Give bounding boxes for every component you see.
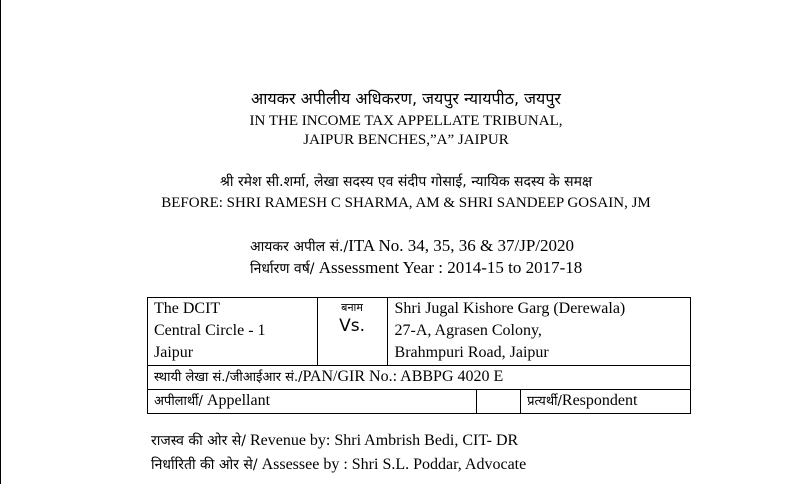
tribunal-title-line1: IN THE INCOME TAX APPELLATE TRIBUNAL,	[249, 113, 563, 129]
pan-number: PAN/GIR No.: ABBPG 4020 E	[302, 368, 504, 385]
parties-table	[147, 297, 691, 414]
respondent-role-english: Respondent	[561, 392, 638, 409]
roles-row	[148, 390, 691, 414]
ay-hindi-label: निर्धारण वर्ष/	[250, 261, 315, 277]
respondent-role-hindi: प्रत्यर्थी/	[527, 394, 562, 409]
appellant-city: Jaipur	[154, 344, 194, 361]
pan-row	[148, 366, 691, 390]
pan-cell	[148, 366, 691, 390]
ita-hindi-label: आयकर अपील सं./	[250, 239, 349, 255]
assessment-year	[250, 259, 582, 276]
assessee-english: Assessee by : Shri S.L. Poddar, Advocate	[257, 456, 527, 473]
appellant-role-hindi: अपीलार्थी/	[154, 394, 203, 409]
bench-english: BEFORE: SHRI RAMESH C SHARMA, AM & SHRI SANDEEP GOSAIN, JM	[161, 195, 651, 211]
versus-english: Vs.	[339, 316, 366, 336]
assessee-hindi-label: निर्धारिती की ओर से/	[151, 457, 258, 473]
revenue-representation	[151, 433, 518, 449]
parties-row	[148, 298, 691, 366]
appellant-name: The DCIT	[154, 300, 221, 317]
revenue-hindi-label: राजस्व की ओर से/	[151, 433, 246, 449]
appellant-cell	[148, 298, 318, 366]
tribunal-title-line2: JAIPUR BENCHES,”A” JAIPUR	[303, 132, 509, 148]
assessee-representation	[151, 457, 526, 473]
versus-hindi: बनाम	[341, 301, 363, 314]
respondent-name: Shri Jugal Kishore Garg (Derewala)	[394, 300, 626, 317]
revenue-english: Revenue by: Shri Ambrish Bedi, CIT- DR	[245, 432, 519, 449]
ita-english: ITA No. 34, 35, 36 & 37/JP/2020	[348, 236, 574, 255]
respondent-cell	[387, 298, 690, 366]
blank-role-cell	[477, 390, 521, 414]
appellant-role-cell	[148, 390, 477, 414]
respondent-road: Brahmpuri Road, Jaipur	[394, 344, 549, 361]
appellant-office: Central Circle - 1	[154, 322, 266, 339]
bench-hindi: श्री रमेश सी.शर्मा, लेखा सदस्य एव संदीप गोसाई, न्यायिक सदस्य के समक्ष	[219, 174, 593, 190]
pan-hindi-label: स्थायी लेखा सं./जीआईआर सं./	[154, 370, 303, 385]
versus-cell	[317, 298, 387, 366]
hindi-tribunal-title: आयकर अपीलीय अधिकरण, जयपुर न्यायपीठ, जयपुर	[251, 89, 561, 108]
ay-english: Assessment Year : 2014-15 to 2017-18	[314, 258, 583, 277]
respondent-role-cell	[521, 390, 691, 414]
respondent-address: 27-A, Agrasen Colony,	[394, 322, 542, 339]
page-left-border	[0, 0, 1, 484]
ita-number	[250, 237, 574, 254]
appellant-role-english: Appellant	[202, 392, 271, 409]
